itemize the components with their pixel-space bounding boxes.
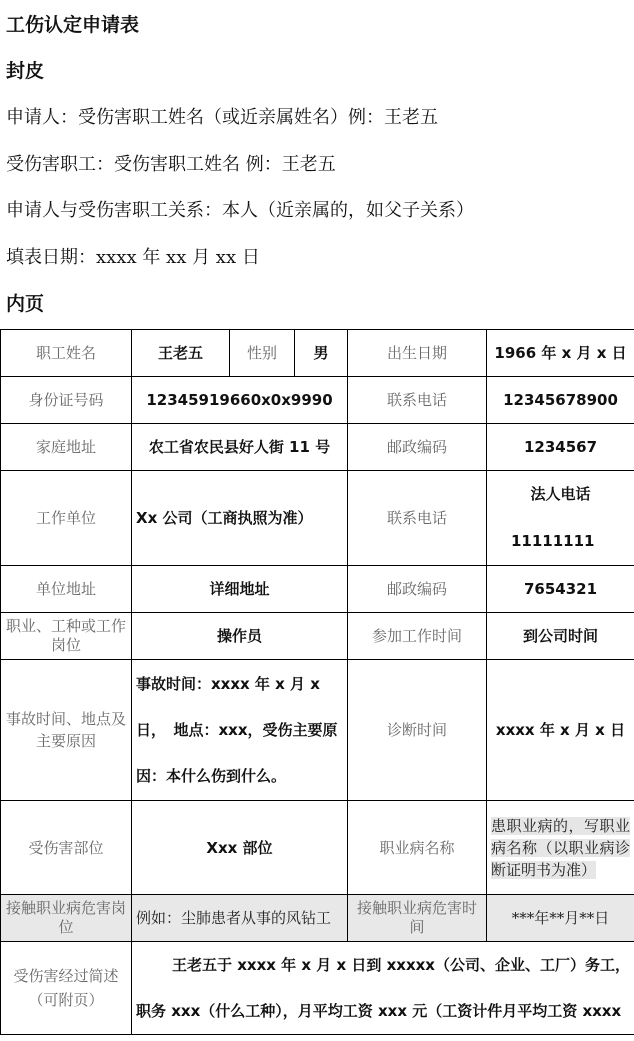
accident-label: 事故时间、地点及主要原因	[1, 660, 132, 801]
fill-date-line: 填表日期：xxxx 年 xx 月 xx 日	[6, 247, 260, 268]
zip-label: 邮政编码	[348, 424, 487, 471]
relation-line: 申请人与受伤害职工关系：本人（近亲属的，如父子关系）	[6, 200, 474, 221]
diag-label: 诊断时间	[348, 660, 487, 801]
part-value: Xxx 部位	[132, 801, 348, 895]
employer-value: Xx 公司（工商执照为准）	[132, 471, 348, 566]
employer-label: 工作单位	[1, 471, 132, 566]
job-label: 职业、工种或工作岗位	[1, 613, 132, 660]
exposure-time-value: ***年**月**日	[487, 895, 634, 942]
accident-value: 事故时间：xxxx 年 x 月 x 日， 地点：xxx，受伤主要原因：本什么伤到什么。	[132, 660, 348, 801]
sex-label: 性别	[230, 330, 295, 377]
employer-phone-cell	[487, 471, 634, 566]
zip-value: 1234567	[487, 424, 634, 471]
desc-label: 受伤害经过简述（可附页）	[1, 942, 132, 1035]
applicant-line: 申请人：受伤害职工姓名（或近亲属姓名）例：王老五	[6, 107, 438, 128]
employer-phone-title: 法人电话	[530, 485, 591, 503]
unit-address-label: 单位地址	[1, 566, 132, 613]
id-label: 身份证号码	[1, 377, 132, 424]
injured-worker-line: 受伤害职工：受伤害职工姓名 例：王老五	[6, 154, 336, 175]
unit-address-value: 详细地址	[132, 566, 348, 613]
inner-heading: 内页	[6, 293, 45, 315]
unit-zip-label: 邮政编码	[348, 566, 487, 613]
start-value: 到公司时间	[487, 613, 634, 660]
unit-zip-value: 7654321	[487, 566, 634, 613]
diag-value: xxxx 年 x 月 x 日	[487, 660, 634, 801]
address-value: 农工省农民县好人街 11 号	[132, 424, 348, 471]
dob-label: 出生日期	[348, 330, 487, 377]
phone-label: 联系电话	[348, 377, 487, 424]
id-value: 12345919660x0x9990	[132, 377, 348, 424]
name-label: 职工姓名	[1, 330, 132, 377]
exposure-value: 例如：尘肺患者从事的风钻工	[132, 895, 348, 942]
desc-value: 王老五于 xxxx 年 x 月 x 日到 xxxxx（公司、企业、工厂）务工，职务 xxx（什么工种），月平均工资 xxx 元（工资计件月平均工资 xxxx	[132, 942, 634, 1035]
exposure-time-label: 接触职业病危害时间	[348, 895, 487, 942]
employer-phone-value: 11111111	[511, 532, 595, 550]
disease-label: 职业病名称	[348, 801, 487, 895]
cover-heading: 封皮	[6, 60, 45, 82]
job-value: 操作员	[132, 613, 348, 660]
disease-cell	[487, 801, 634, 895]
start-label: 参加工作时间	[348, 613, 487, 660]
part-label: 受伤害部位	[1, 801, 132, 895]
exposure-label: 接触职业病危害岗位	[1, 895, 132, 942]
disease-value: 患职业病的，写职业病名称（以职业病诊断证明书为准）	[491, 816, 630, 879]
employer-phone-label: 联系电话	[348, 471, 487, 566]
doc-title: 工伤认定申请表	[6, 14, 140, 36]
dob-value: 1966 年 x 月 x 日	[487, 330, 634, 377]
address-label: 家庭地址	[1, 424, 132, 471]
phone-value: 12345678900	[487, 377, 634, 424]
name-value: 王老五	[132, 330, 230, 377]
sex-value: 男	[295, 330, 348, 377]
injury-application-table	[0, 329, 634, 1035]
